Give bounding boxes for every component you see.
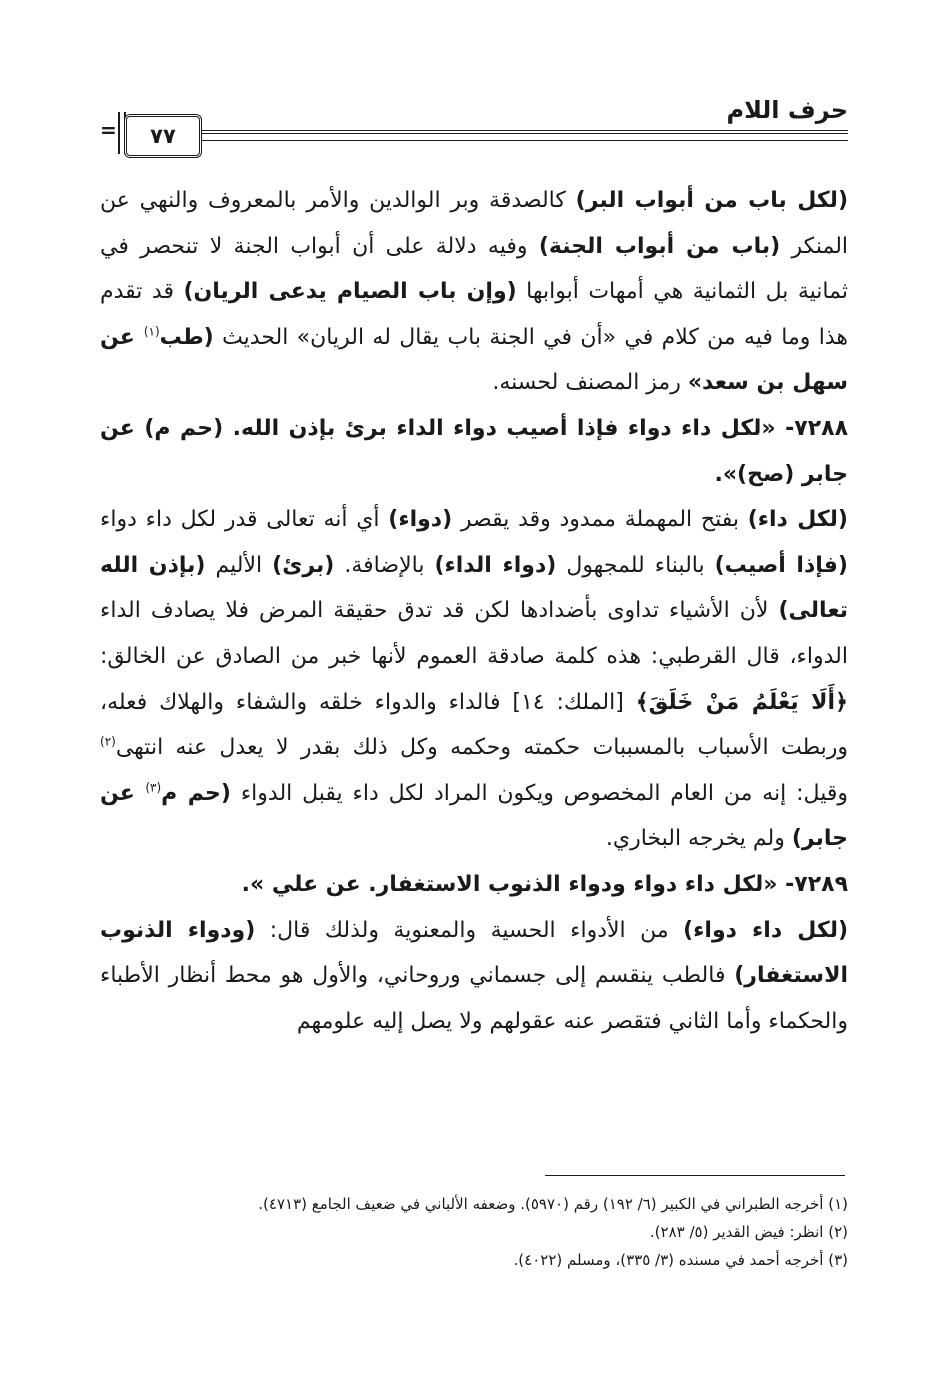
text-span: بالإضافة. (334, 552, 435, 578)
footnote: (١) أخرجه الطبراني في الكبير (٦/ ١٩٢) رقم (٥٩٧٠). وضعفه الألباني في ضعيف الجامع (٤٧١٣). (258, 1195, 848, 1213)
text-span: أي أنه تعالى قدر لكل داء دواء (100, 507, 389, 533)
footnote-ref: (١) (143, 324, 160, 339)
bold-text: (وإن باب الصيام يدعى الريان) (183, 279, 517, 305)
text-span: الأليم (205, 552, 273, 578)
paragraph (100, 406, 848, 497)
paragraph (100, 862, 848, 908)
text-span: بفتح المهملة ممدود وقد يقصر (452, 507, 748, 533)
main-text (100, 178, 848, 1044)
text-span: رمز المصنف لحسنه. (492, 370, 688, 396)
bold-text: (فإذا أصيب) (714, 552, 848, 578)
text-span: بالبناء للمجهول (556, 552, 715, 578)
header-rule-thin (196, 140, 848, 141)
header-left-mark: = (100, 118, 117, 142)
bold-text: (ودواء الذنوب الاستغفار) (100, 917, 848, 989)
bold-text: ٧٢٨٩- «لكل داء دواء ودواء الذنوب الاستغفار. عن علي ». (241, 871, 848, 897)
bold-text: (دواء الداء) (434, 552, 557, 578)
bold-text: (باب من أبواب الجنة) (538, 233, 781, 259)
bold-text: ﴿أَلَا يَعْلَمُ مَنْ خَلَقَ﴾ (635, 689, 848, 715)
text-span: وفيه دلالة على أن أبواب الجنة لا تنحصر في ثمانية بل الثمانية هي أمهات أبوابها (100, 233, 848, 305)
footnotes (100, 1190, 848, 1274)
text-span: فالطب ينقسم إلى جسماني وروحاني، والأول هو محط أنظار الأطباء والحكماء وأما الثاني فتقصر عنه عقولهم ولا يصل إليه علومهم (100, 963, 848, 1034)
bold-text: (دواء) (388, 507, 453, 533)
footnote: (٣) أخرجه أحمد في مسنده (٣/ ٣٣٥)، ومسلم (٤٠٢٢). (513, 1251, 848, 1269)
bold-text: عن جابر) (100, 780, 848, 852)
text-span: قد تقدم هذا وما فيه من كلام في «أن في الجنة باب يقال له الريان» الحديث (100, 279, 848, 350)
bold-text: ٧٢٨٨- «لكل داء دواء فإذا أصيب دواء الداء برئ بإذن الله. (حم م) عن جابر (صح)». (100, 415, 848, 487)
bold-text: (لكل داء) (747, 507, 848, 533)
footnote-divider (545, 1175, 845, 1176)
paragraph (100, 908, 848, 1045)
header-rule (196, 130, 848, 134)
paragraph (100, 497, 848, 862)
bold-text: (لكل داء دواء) (683, 917, 849, 943)
text-span: ولم يخرجه البخاري. (605, 826, 792, 852)
bold-text: (طب (159, 324, 214, 350)
bold-text: (بإذن الله تعالى) (100, 552, 848, 624)
bold-text: عن سهل بن سعد» (100, 324, 848, 396)
paragraph (100, 178, 848, 406)
footnote: (٢) انظر: فيض القدير (٥/ ٢٨٣). (649, 1223, 848, 1241)
text-span: [الملك: ١٤] فالداء والدواء خلقه والشفاء والهلاك فعله، وربطت الأسباب بالمسببات حكمته وحكمه وكل ذلك بقدر لا يعدل عنه انتهى (100, 689, 848, 761)
chapter-title: حرف اللام (726, 96, 848, 124)
text-span: كالصدقة وبر الوالدين والأمر بالمعروف والنهي عن المنكر (100, 188, 849, 259)
page-header (100, 96, 848, 156)
footnote-ref: (٢) (100, 734, 116, 749)
bold-text: (حم م (161, 780, 231, 806)
text-span: من الأدواء الحسية والمعنوية ولذلك قال: (255, 917, 684, 943)
bold-text: (برئ) (272, 552, 335, 578)
bold-text: (لكل باب من أبواب البر) (575, 188, 849, 213)
text-span: لأن الأشياء تداوى بأضدادها لكن قد تدق حقيقة المرض فلا يصادف الداء الدواء، قال القرطبي: هذه كلمة صادقة العموم لأنها خبر من الصادق عن الخالق: (100, 598, 848, 669)
footnote-ref: (٣) (145, 780, 162, 795)
text-span: وقيل: إنه من العام المخصوص ويكون المراد لكل داء يقبل الدواء (230, 780, 848, 806)
page-number: ٧٧ (124, 114, 202, 158)
